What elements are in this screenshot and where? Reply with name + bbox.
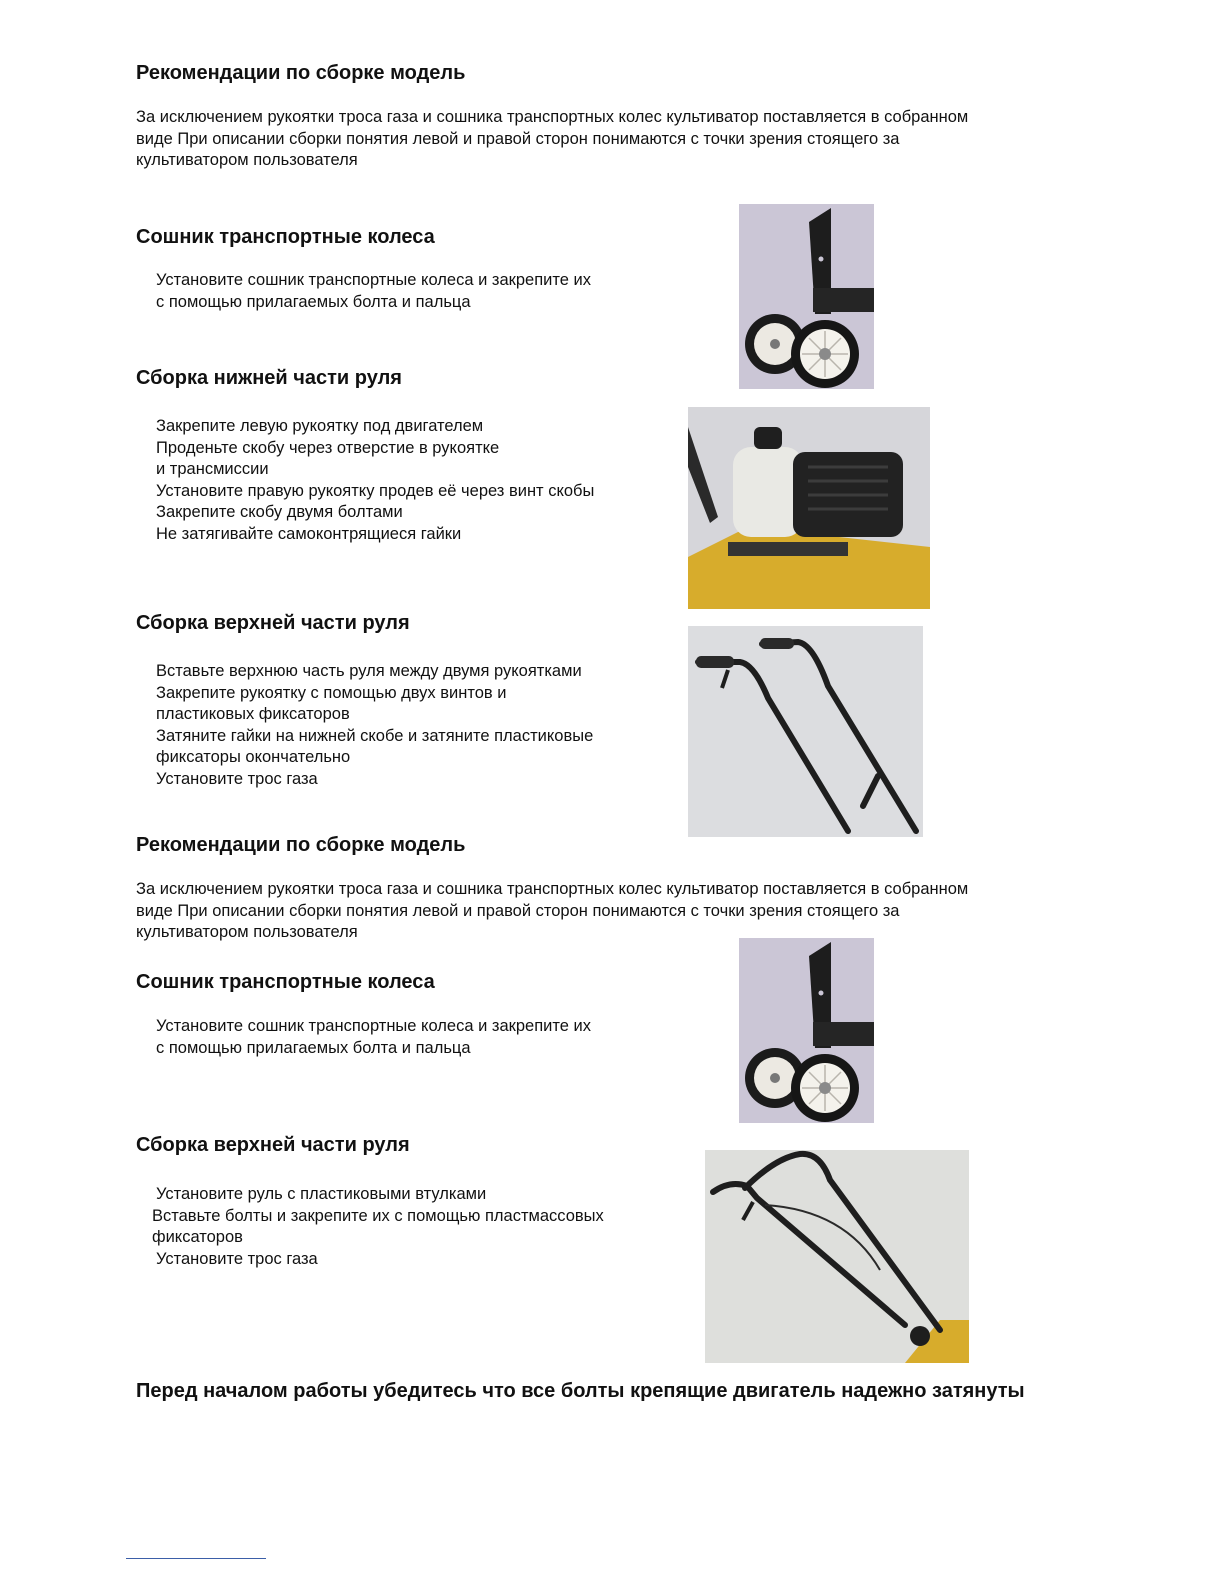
handlebar-bushings-photo xyxy=(705,1150,969,1363)
text-line: и трансмиссии xyxy=(156,460,269,478)
text-line: с помощью прилагаемых болта и пальца xyxy=(156,292,471,311)
text-line: Установите правую рукоятку продев её через винт скобы xyxy=(156,481,595,500)
final-warning: Перед началом работы убедитесь что все болты крепящие двигатель надежно затянуты xyxy=(136,1380,1025,1402)
text-line: с помощью прилагаемых болта и пальца xyxy=(156,1038,471,1057)
transport-wheels-photo xyxy=(739,204,874,389)
footnote-separator xyxy=(126,1558,266,1559)
upper-handlebar-instructions xyxy=(156,661,593,790)
section-heading-transport-wheels-2: Сошник транспортные колеса xyxy=(136,971,435,993)
text-line: За исключением рукоятки троса газа и сошника транспортных колес культиватор поставляется в собранном xyxy=(136,880,969,898)
text-line: Закрепите левую рукоятку под двигателем xyxy=(156,417,484,435)
text-line: Установите трос газа xyxy=(156,1249,318,1268)
text-line: Не затягивайте самоконтрящиеся гайки xyxy=(156,524,462,543)
upper-handlebar-instructions-2 xyxy=(152,1184,604,1270)
text-line: Закрепите рукоятку с помощью двух винтов и xyxy=(156,683,507,702)
text-line: Затяните гайки на нижней скобе и затяните пластиковые xyxy=(156,726,594,745)
transport-wheels-instructions-2 xyxy=(156,1016,591,1059)
intro-paragraph-2 xyxy=(136,879,968,944)
text-line: виде При описании сборки понятия левой и правой сторон понимаются с точки зрения стоящего за xyxy=(136,129,900,148)
intro-paragraph xyxy=(136,107,968,172)
upper-handlebar-photo xyxy=(688,626,923,837)
text-line: пластиковых фиксаторов xyxy=(156,705,350,723)
text-line: Вставьте верхнюю часть руля между двумя рукоятками xyxy=(156,662,582,680)
section-heading-upper-handlebar: Сборка верхней части руля xyxy=(136,612,410,634)
lower-handlebar-instructions xyxy=(156,416,594,545)
text-line: культиватором пользователя xyxy=(136,151,358,169)
text-line: Вставьте болты и закрепите их с помощью пластмассовых xyxy=(152,1206,604,1225)
text-line: культиватором пользователя xyxy=(136,923,358,941)
engine-photo xyxy=(688,407,930,609)
section-heading-upper-handlebar-2: Сборка верхней части руля xyxy=(136,1134,410,1156)
section-heading-assembly-recommendations: Рекомендации по сборке модель xyxy=(136,62,466,84)
text-line: Проденьте скобу через отверстие в рукоятке xyxy=(156,438,500,457)
text-line: Установите руль с пластиковыми втулками xyxy=(156,1185,487,1203)
text-line: фиксаторов xyxy=(152,1228,243,1246)
section-heading-lower-handlebar: Сборка нижней части руля xyxy=(136,367,402,389)
transport-wheels-instructions xyxy=(156,270,591,313)
transport-wheels-photo-2 xyxy=(739,938,874,1123)
text-line: Закрепите скобу двумя болтами xyxy=(156,503,403,521)
text-line: Установите сошник транспортные колеса и закрепите их xyxy=(156,271,591,289)
section-heading-transport-wheels: Сошник транспортные колеса xyxy=(136,226,435,248)
text-line: Установите трос газа xyxy=(156,769,318,788)
text-line: За исключением рукоятки троса газа и сошника транспортных колес культиватор поставляется в собранном xyxy=(136,108,969,126)
text-line: виде При описании сборки понятия левой и правой сторон понимаются с точки зрения стоящего за xyxy=(136,901,900,920)
text-line: фиксаторы окончательно xyxy=(156,748,351,766)
section-heading-assembly-recommendations-2: Рекомендации по сборке модель xyxy=(136,834,466,856)
text-line: Установите сошник транспортные колеса и закрепите их xyxy=(156,1017,591,1035)
